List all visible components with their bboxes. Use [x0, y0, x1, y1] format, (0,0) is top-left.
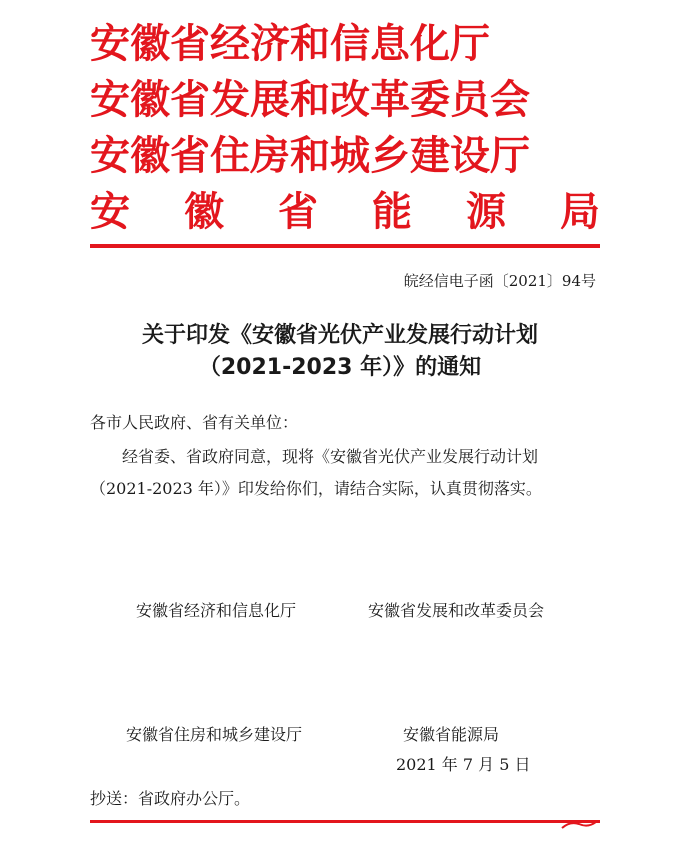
- signatory-housing-construction: 安徽省住房和城乡建设厅: [126, 725, 303, 744]
- document-number: 皖经信电子函〔2021〕94号: [403, 272, 596, 290]
- signatory-energy-bureau: 安徽省能源局: [403, 725, 500, 744]
- body-paragraph-line-2: （2021-2023 年）》印发给你们，请结合实际，认真贯彻落实。: [90, 479, 542, 498]
- issue-date: 2021 年 7 月 5 日: [396, 755, 531, 774]
- document-title-line-1: 关于印发《安徽省光伏产业发展行动计划: [141, 323, 538, 348]
- cc-line: 抄送：省政府办公厅。: [90, 789, 251, 808]
- signatory-economy-info: 安徽省经济和信息化厅: [136, 601, 297, 620]
- salutation: 各市人民政府、省有关单位：: [90, 413, 299, 432]
- letterhead-char: 省: [278, 189, 318, 235]
- letterhead: [90, 16, 600, 240]
- red-divider-top: [90, 244, 600, 248]
- body-paragraph-line-1: 经省委、省政府同意，现将《安徽省光伏产业发展行动计划: [122, 447, 539, 466]
- letterhead-line-2: 安徽省发展和改革委员会: [90, 77, 530, 123]
- letterhead-char: 徽: [184, 189, 224, 235]
- letterhead-char: 能: [372, 189, 412, 235]
- red-divider-bottom: [90, 820, 600, 823]
- letterhead-line-4: [90, 184, 600, 240]
- letterhead-char: 源: [466, 189, 506, 235]
- seal-fragment-icon: [560, 815, 598, 825]
- letterhead-char: 局: [560, 189, 600, 235]
- document-title-line-2: （2021-2023 年）》的通知: [198, 355, 482, 380]
- signatory-development-reform: 安徽省发展和改革委员会: [368, 601, 545, 620]
- letterhead-line-1: 安徽省经济和信息化厅: [90, 21, 490, 67]
- letterhead-char: 安: [90, 189, 130, 235]
- letterhead-line-3: 安徽省住房和城乡建设厅: [90, 133, 530, 179]
